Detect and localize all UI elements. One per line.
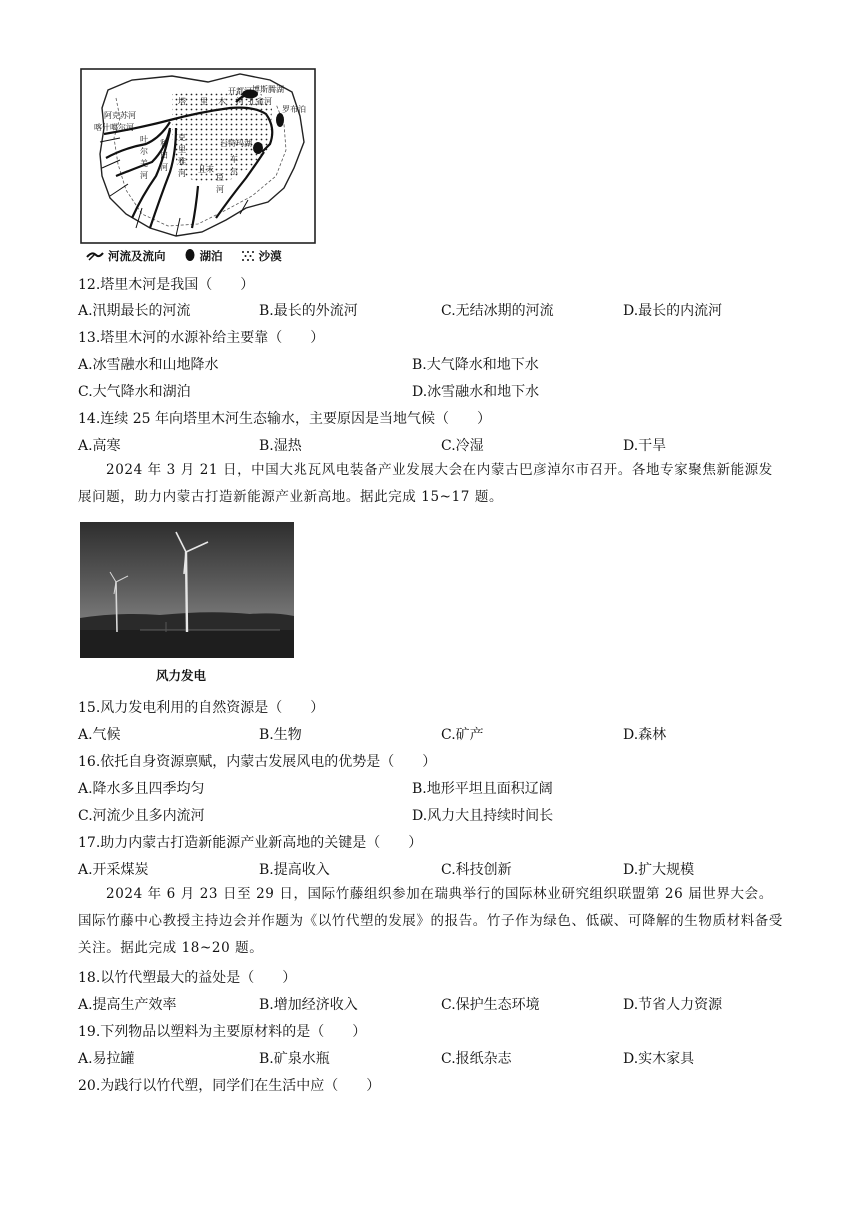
desert-icon bbox=[241, 249, 255, 261]
legend-desert: 沙漠 bbox=[258, 249, 282, 263]
q18-option-c: C.保护生态环境 bbox=[441, 997, 540, 1013]
q17-option-a: A.开采煤炭 bbox=[78, 862, 149, 878]
question-20-stem: 20.为践行以竹代塑，同学们在生活中应（ ） bbox=[78, 1078, 381, 1094]
svg-text:尔: 尔 bbox=[230, 167, 238, 176]
lop-nur-lake bbox=[276, 113, 284, 127]
question-18-stem: 18.以竹代塑最大的益处是（ ） bbox=[78, 970, 297, 986]
q12-option-b: B.最长的外流河 bbox=[259, 303, 358, 319]
q19-option-a: A.易拉罐 bbox=[78, 1051, 135, 1067]
q15-option-c: C.矿产 bbox=[441, 727, 484, 743]
q13-option-d: D.冰雪融水和地下水 bbox=[412, 384, 540, 400]
q19-option-b: B.矿泉水瓶 bbox=[259, 1051, 330, 1067]
q14-option-d: D.干旱 bbox=[623, 438, 667, 454]
q12-option-a: A.汛期最长的河流 bbox=[78, 303, 191, 319]
legend-lake: 湖泊 bbox=[199, 249, 223, 263]
svg-text:塔: 塔 bbox=[178, 97, 186, 106]
label-lop-nur: 罗布泊 bbox=[282, 105, 306, 114]
svg-text:里: 里 bbox=[178, 145, 186, 154]
question-16-stem: 16.依托自身资源禀赋，内蒙古发展风电的优势是（ ） bbox=[78, 754, 437, 770]
svg-text:车: 车 bbox=[230, 155, 238, 164]
q12-option-c: C.无结冰期的河流 bbox=[441, 303, 554, 319]
passage-wind-power: 2024 年 3 月 21 日，中国大兆瓦风电装备产业发展大会在内蒙古巴彦淖尔市召开。各地专家聚焦新能源发展问题，助力内蒙古打造新能源产业新高地。据此完成 15~17 题。 bbox=[78, 462, 773, 505]
q13-option-c: C.大气降水和湖泊 bbox=[78, 384, 191, 400]
passage-bamboo: 2024 年 6 月 23 日至 29 日，国际竹藤组织参加在瑞典举行的国际林业研究组织联盟第 26 届世界大会。国际竹藤中心教授主持边会并作题为《以竹代塑的发展》的报告。竹子作为绿色、低碳、可降解的生物质材料备受关注。据此完成 18~20 题。 bbox=[78, 886, 783, 956]
q15-option-a: A.气候 bbox=[78, 727, 121, 743]
svg-text:臣: 臣 bbox=[216, 173, 224, 182]
tarim-river-map bbox=[80, 68, 316, 244]
q19-option-d: D.实木家具 bbox=[623, 1051, 695, 1067]
svg-text:羌: 羌 bbox=[140, 159, 148, 168]
question-15-stem: 15.风力发电利用的自然资源是（ ） bbox=[78, 700, 325, 716]
q18-option-a: A.提高生产效率 bbox=[78, 997, 177, 1013]
svg-text:和: 和 bbox=[160, 139, 168, 148]
wind-turbine-photo bbox=[80, 522, 294, 658]
q18-option-b: B.增加经济收入 bbox=[259, 997, 358, 1013]
svg-text:雅: 雅 bbox=[178, 157, 186, 166]
label-kaidu: 开都河 bbox=[228, 87, 252, 96]
photo-caption: 风力发电 bbox=[156, 668, 207, 683]
svg-text:河: 河 bbox=[160, 163, 168, 172]
label-qiemo: 且末 bbox=[198, 165, 214, 174]
map-legend bbox=[86, 248, 282, 264]
q12-option-d: D.最长的内流河 bbox=[623, 303, 723, 319]
q17-option-d: D.扩大规模 bbox=[623, 862, 695, 878]
question-17-stem: 17.助力内蒙古打造新能源产业新高地的关键是（ ） bbox=[78, 835, 423, 851]
q16-option-a: A.降水多且四季均匀 bbox=[78, 781, 205, 797]
q18-option-d: D.节省人力资源 bbox=[623, 997, 723, 1013]
svg-text:尔: 尔 bbox=[140, 147, 148, 156]
q17-option-b: B.提高收入 bbox=[259, 862, 330, 878]
svg-text:克: 克 bbox=[178, 133, 186, 142]
q17-option-c: C.科技创新 bbox=[441, 862, 512, 878]
q15-option-d: D.森林 bbox=[623, 727, 667, 743]
svg-text:叶: 叶 bbox=[140, 135, 148, 144]
legend-river: 河流及流向 bbox=[108, 249, 166, 263]
label-bosten: 博斯腾湖 bbox=[252, 85, 284, 94]
q16-option-d: D.风力大且持续时间长 bbox=[412, 808, 554, 824]
svg-text:河: 河 bbox=[216, 185, 224, 194]
svg-text:河: 河 bbox=[178, 169, 186, 178]
q16-option-b: B.地形平坦且面积辽阔 bbox=[412, 781, 553, 797]
q14-option-c: C.冷湿 bbox=[441, 438, 484, 454]
q19-option-c: C.报纸杂志 bbox=[441, 1051, 512, 1067]
svg-text:木: 木 bbox=[218, 97, 226, 106]
label-kashgar: 喀什噶尔河 bbox=[94, 123, 134, 132]
taitema-lake bbox=[253, 142, 263, 154]
question-12-stem: 12.塔里木河是我国（ ） bbox=[78, 277, 255, 293]
question-14-stem: 14.连续 25 年向塔里木河生态输水，主要原因是当地气候（ ） bbox=[78, 411, 491, 427]
svg-text:河: 河 bbox=[140, 171, 148, 180]
q13-option-b: B.大气降水和地下水 bbox=[412, 357, 539, 373]
svg-text:河: 河 bbox=[236, 97, 244, 106]
svg-text:里: 里 bbox=[200, 97, 208, 106]
q14-option-a: A.高寒 bbox=[78, 438, 121, 454]
svg-text:田: 田 bbox=[160, 151, 168, 160]
river-flow-icon bbox=[86, 249, 104, 261]
label-kongque: 孔雀河 bbox=[248, 97, 272, 106]
question-13-stem: 13.塔里木河的水源补给主要靠（ ） bbox=[78, 330, 325, 346]
map-svg bbox=[80, 68, 316, 244]
q13-option-a: A.冰雪融水和山地降水 bbox=[78, 357, 219, 373]
lake-icon bbox=[184, 248, 196, 262]
label-taitema: 台特玛湖 bbox=[220, 139, 252, 148]
q16-option-c: C.河流少且多内流河 bbox=[78, 808, 205, 824]
question-19-stem: 19.下列物品以塑料为主要原材料的是（ ） bbox=[78, 1024, 367, 1040]
q14-option-b: B.湿热 bbox=[259, 438, 302, 454]
q15-option-b: B.生物 bbox=[259, 727, 302, 743]
label-aksu: 阿克苏河 bbox=[104, 111, 136, 120]
wind-turbine-image bbox=[80, 522, 294, 658]
